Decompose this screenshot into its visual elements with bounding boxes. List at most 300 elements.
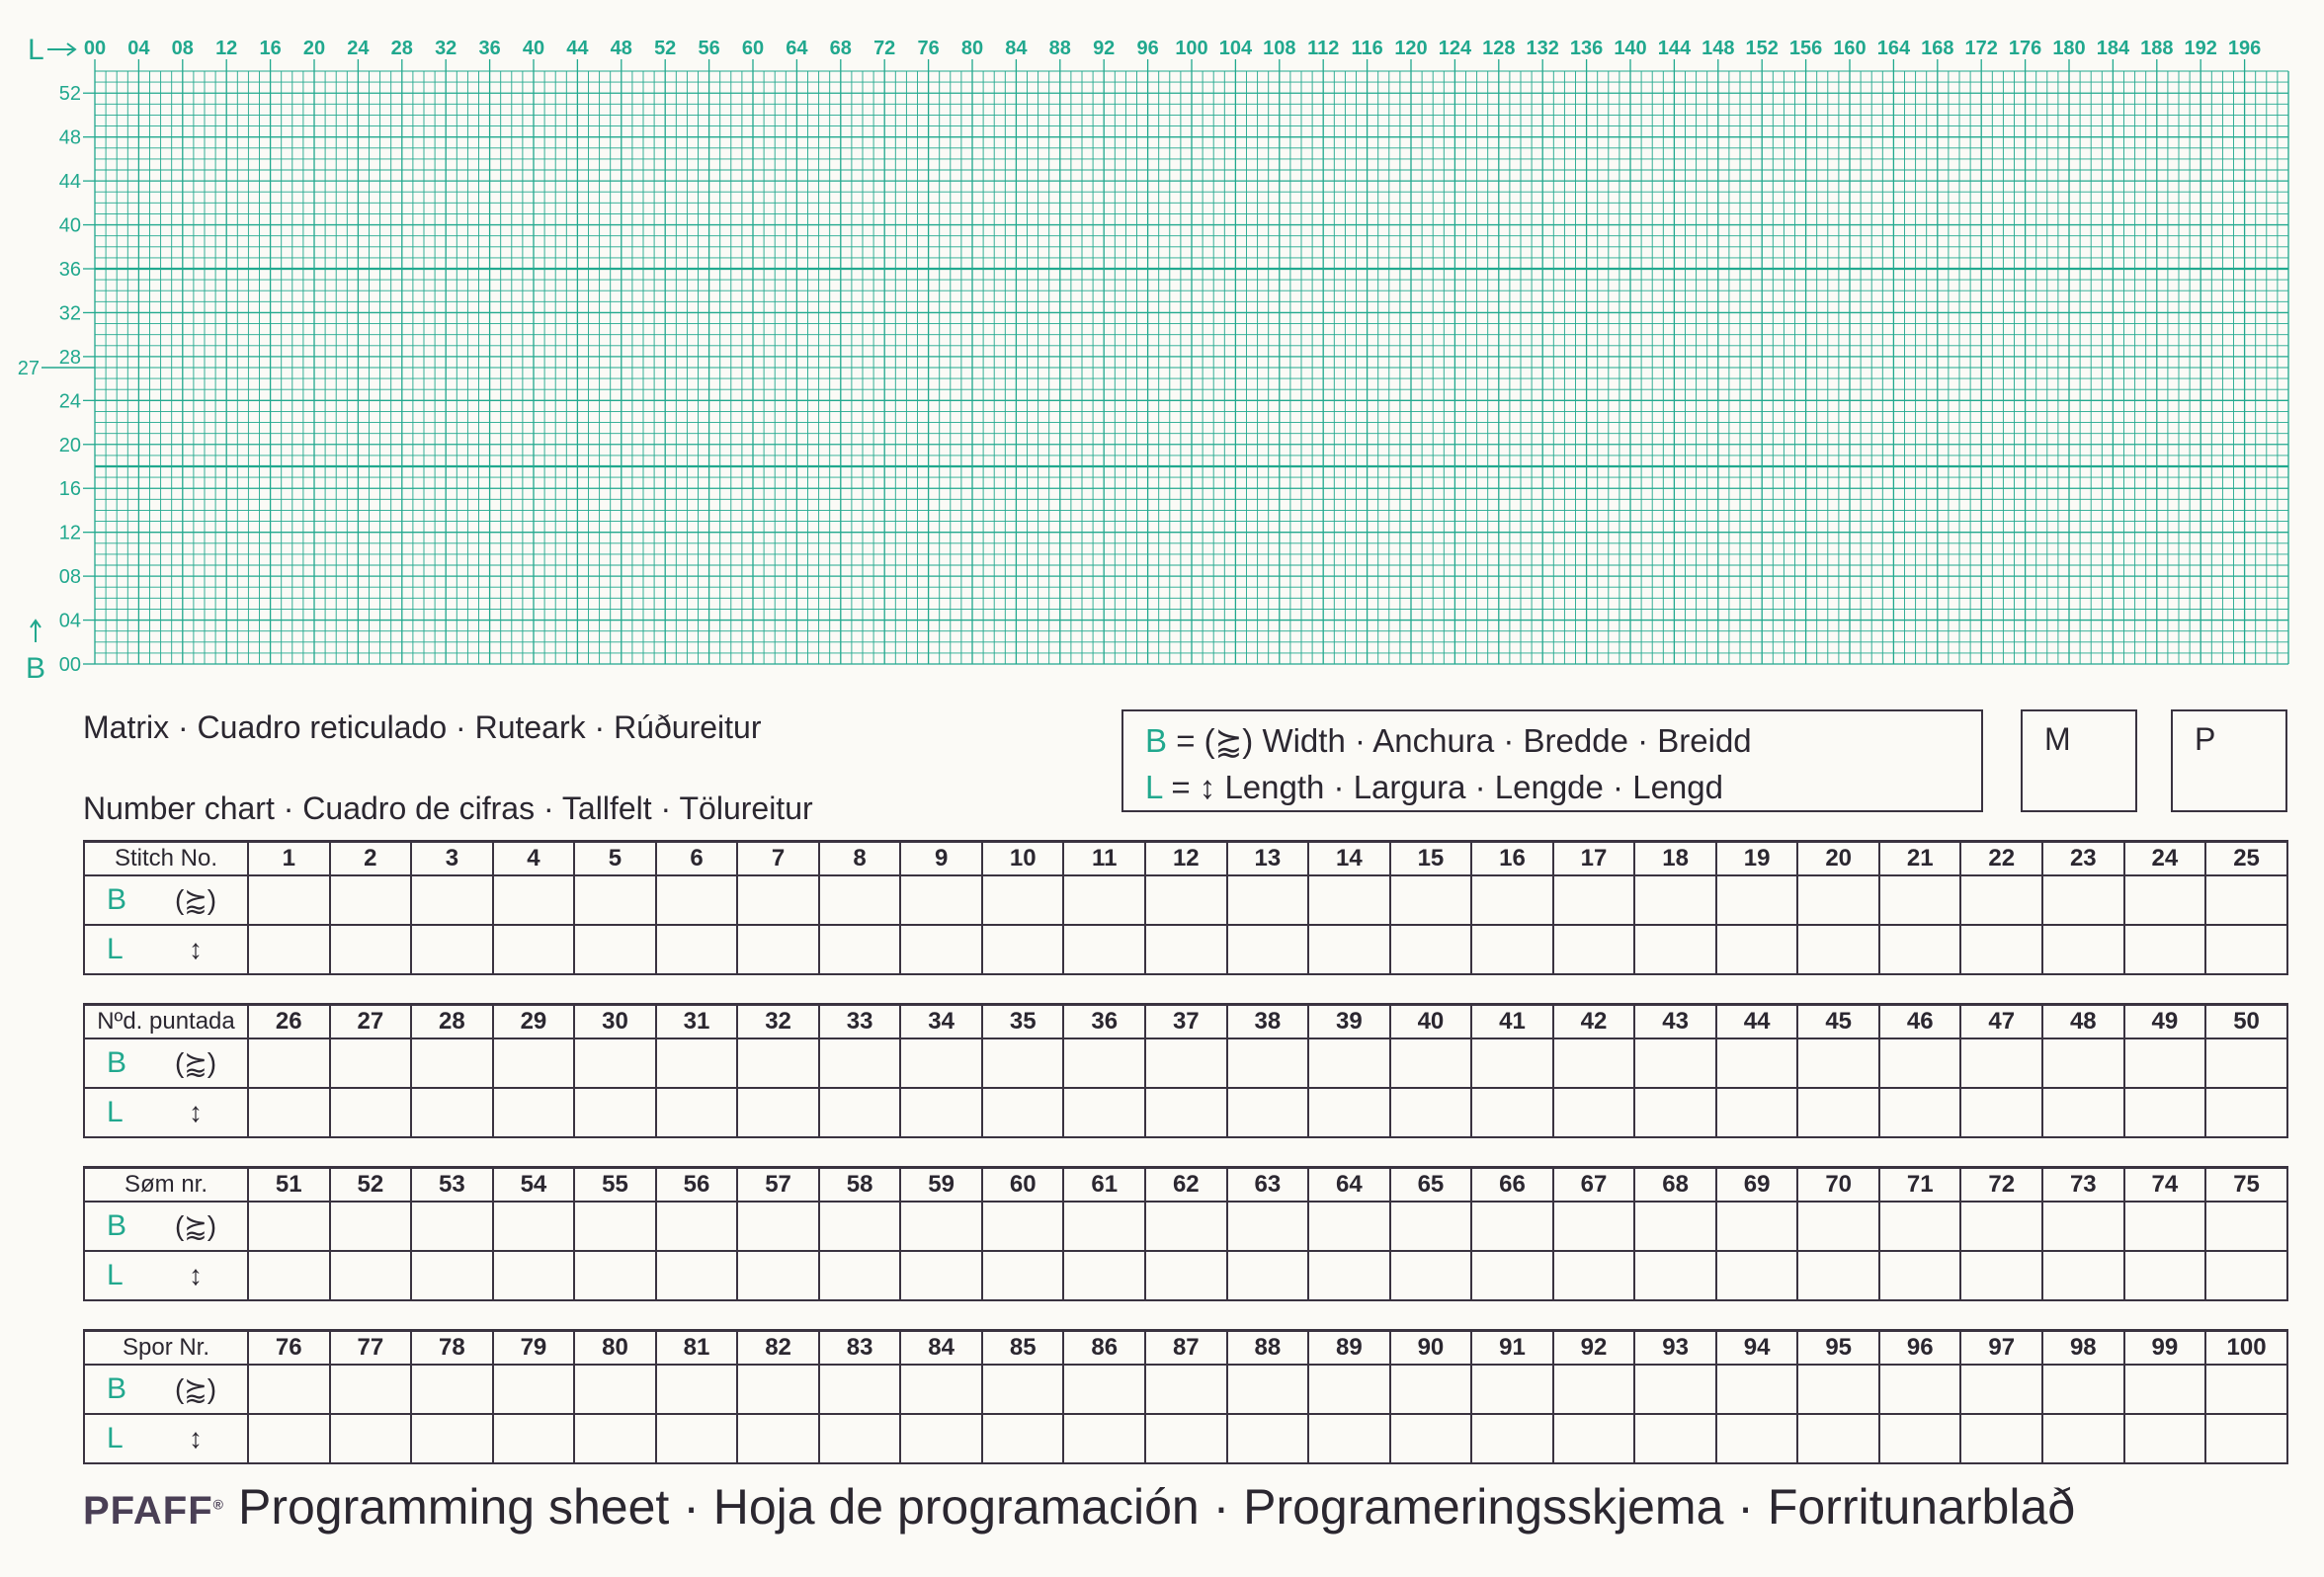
length-cell[interactable] — [1716, 925, 1798, 974]
length-cell[interactable] — [1390, 1414, 1472, 1463]
x-tick-label: 96 — [1136, 38, 1159, 59]
y-tick-label: 40 — [58, 214, 81, 237]
length-cell[interactable] — [2205, 1414, 2287, 1463]
width-row-label — [84, 1038, 248, 1088]
length-cell[interactable] — [1797, 1251, 1879, 1300]
l-key: L — [107, 932, 124, 965]
stitch-number: 85 — [982, 1331, 1064, 1365]
stitch-no-text: Spor Nr. — [122, 1333, 210, 1361]
width-cell[interactable] — [1553, 875, 1635, 925]
l-key: L — [107, 1421, 124, 1454]
length-cell[interactable] — [248, 925, 330, 974]
length-cell[interactable] — [900, 1251, 982, 1300]
length-cell[interactable] — [2124, 1251, 2206, 1300]
length-cell[interactable] — [411, 1414, 493, 1463]
width-cell[interactable] — [900, 1038, 982, 1088]
x-tick-label: 192 — [2184, 38, 2217, 59]
length-cell[interactable] — [1716, 1251, 1798, 1300]
length-row-label — [84, 1414, 248, 1463]
length-cell[interactable] — [1308, 1088, 1390, 1137]
width-cell[interactable] — [1716, 1202, 1798, 1251]
length-cell[interactable] — [493, 925, 575, 974]
length-cell[interactable] — [982, 1414, 1064, 1463]
length-cell[interactable] — [1471, 1088, 1553, 1137]
length-cell[interactable] — [1390, 1088, 1472, 1137]
length-cell[interactable] — [1145, 1414, 1227, 1463]
stitch-number: 1 — [248, 842, 330, 875]
stitch-number: 52 — [330, 1168, 412, 1202]
width-cell[interactable] — [737, 1202, 819, 1251]
width-cell[interactable] — [1145, 875, 1227, 925]
width-cell[interactable] — [248, 1202, 330, 1251]
stitch-number: 40 — [1390, 1005, 1472, 1038]
length-cell[interactable] — [1308, 925, 1390, 974]
width-cell[interactable] — [1227, 1365, 1309, 1414]
width-cell[interactable] — [737, 1038, 819, 1088]
x-tick-label: 168 — [1921, 38, 1954, 59]
length-cell[interactable] — [1390, 925, 1472, 974]
length-cell[interactable] — [819, 1088, 901, 1137]
stitch-number: 69 — [1716, 1168, 1798, 1202]
width-cell[interactable] — [2205, 1365, 2287, 1414]
legend-b-eq: = (⪸) — [1176, 722, 1254, 759]
length-cell[interactable] — [330, 1414, 412, 1463]
width-cell[interactable] — [2205, 875, 2287, 925]
width-cell[interactable] — [1145, 1365, 1227, 1414]
stitch-number: 54 — [493, 1168, 575, 1202]
width-cell[interactable] — [1716, 1365, 1798, 1414]
length-cell[interactable] — [656, 1414, 738, 1463]
length-cell[interactable] — [2042, 1414, 2124, 1463]
length-cell[interactable] — [2205, 1088, 2287, 1137]
width-cell[interactable] — [2042, 875, 2124, 925]
length-cell[interactable] — [1063, 1251, 1145, 1300]
width-cell[interactable] — [1634, 875, 1716, 925]
width-cell[interactable] — [2042, 1038, 2124, 1088]
length-cell[interactable] — [1471, 1414, 1553, 1463]
width-cell[interactable] — [493, 1202, 575, 1251]
width-cell[interactable] — [2205, 1038, 2287, 1088]
width-cell[interactable] — [1145, 1038, 1227, 1088]
x-tick-label: 48 — [610, 38, 632, 59]
length-cell[interactable] — [737, 1088, 819, 1137]
length-cell[interactable] — [982, 925, 1064, 974]
stitch-number: 60 — [982, 1168, 1064, 1202]
width-cell[interactable] — [819, 1365, 901, 1414]
stitch-number: 7 — [737, 842, 819, 875]
width-cell[interactable] — [1879, 875, 1961, 925]
length-cell[interactable] — [1145, 1251, 1227, 1300]
stitch-number: 12 — [1145, 842, 1227, 875]
length-cell[interactable] — [411, 1251, 493, 1300]
length-arrow-icon: ↕ — [189, 1422, 203, 1453]
width-cell[interactable] — [1227, 875, 1309, 925]
zigzag-width-icon: (⪸) — [174, 1372, 217, 1404]
stitch-number: 55 — [574, 1168, 656, 1202]
stitch-number: 45 — [1797, 1005, 1879, 1038]
width-cell[interactable] — [574, 1202, 656, 1251]
side-mark-27: 27 — [17, 358, 40, 379]
width-cell[interactable] — [411, 875, 493, 925]
length-cell[interactable] — [1145, 1088, 1227, 1137]
stitch-number: 6 — [656, 842, 738, 875]
width-cell[interactable] — [1390, 1365, 1472, 1414]
y-tick-label: 48 — [58, 126, 81, 149]
stitch-number: 97 — [1960, 1331, 2042, 1365]
length-cell[interactable] — [1227, 1251, 1309, 1300]
length-cell[interactable] — [2042, 925, 2124, 974]
stitch-number: 79 — [493, 1331, 575, 1365]
width-cell[interactable] — [1308, 1202, 1390, 1251]
length-cell[interactable] — [574, 1251, 656, 1300]
x-tick-label: 12 — [215, 38, 238, 59]
stitch-number: 88 — [1227, 1331, 1309, 1365]
length-cell[interactable] — [1553, 1088, 1635, 1137]
stitch-number: 35 — [982, 1005, 1064, 1038]
width-cell[interactable] — [1308, 1365, 1390, 1414]
width-cell[interactable] — [248, 875, 330, 925]
length-cell[interactable] — [2205, 925, 2287, 974]
width-cell[interactable] — [330, 1202, 412, 1251]
length-arrow-icon: ↕ — [189, 1096, 203, 1127]
width-cell[interactable] — [1227, 1202, 1309, 1251]
width-cell[interactable] — [2124, 1202, 2206, 1251]
width-row-label — [84, 1202, 248, 1251]
stitch-number: 98 — [2042, 1331, 2124, 1365]
length-cell[interactable] — [737, 925, 819, 974]
width-cell[interactable] — [411, 1038, 493, 1088]
stitch-number: 27 — [330, 1005, 412, 1038]
width-cell[interactable] — [1145, 1202, 1227, 1251]
length-cell[interactable] — [656, 1251, 738, 1300]
length-cell[interactable] — [2124, 1088, 2206, 1137]
width-cell[interactable] — [493, 1038, 575, 1088]
width-cell[interactable] — [1797, 1202, 1879, 1251]
length-cell[interactable] — [1879, 925, 1961, 974]
length-cell[interactable] — [900, 1414, 982, 1463]
width-cell[interactable] — [330, 1365, 412, 1414]
stitch-number: 44 — [1716, 1005, 1798, 1038]
length-cell[interactable] — [982, 1088, 1064, 1137]
zigzag-width-icon: (⪸) — [174, 1209, 217, 1241]
stitch-number: 78 — [411, 1331, 493, 1365]
length-cell[interactable] — [1063, 1414, 1145, 1463]
stitch-number: 56 — [656, 1168, 738, 1202]
width-cell[interactable] — [1960, 1202, 2042, 1251]
width-cell[interactable] — [1879, 1038, 1961, 1088]
p-box[interactable] — [2171, 709, 2287, 812]
width-cell[interactable] — [1960, 1365, 2042, 1414]
length-cell[interactable] — [248, 1414, 330, 1463]
stitch-number: 37 — [1145, 1005, 1227, 1038]
y-tick-label: 44 — [58, 171, 81, 194]
length-cell[interactable] — [493, 1251, 575, 1300]
width-cell[interactable] — [656, 1038, 738, 1088]
stitch-number: 22 — [1960, 842, 2042, 875]
width-cell[interactable] — [1879, 1202, 1961, 1251]
legend-l-eq: = ↕ — [1171, 769, 1216, 805]
stitch-number: 72 — [1960, 1168, 2042, 1202]
width-cell[interactable] — [982, 1038, 1064, 1088]
width-cell[interactable] — [1063, 1365, 1145, 1414]
legend-width — [1145, 721, 1752, 760]
legend-b-key: B — [1145, 722, 1168, 759]
length-cell[interactable] — [1634, 1088, 1716, 1137]
width-row-label — [84, 1365, 248, 1414]
width-cell[interactable] — [1634, 1202, 1716, 1251]
length-cell[interactable] — [656, 1088, 738, 1137]
number-table — [83, 1166, 2288, 1301]
stitch-number: 42 — [1553, 1005, 1635, 1038]
width-cell[interactable] — [330, 1038, 412, 1088]
stitch-number: 68 — [1634, 1168, 1716, 1202]
length-cell[interactable] — [2124, 1414, 2206, 1463]
length-cell[interactable] — [656, 925, 738, 974]
length-cell[interactable] — [737, 1251, 819, 1300]
width-cell[interactable] — [1063, 875, 1145, 925]
x-tick-label: 148 — [1702, 38, 1735, 59]
x-tick-label: 104 — [1218, 38, 1253, 59]
width-cell[interactable] — [1308, 875, 1390, 925]
length-cell[interactable] — [330, 1088, 412, 1137]
length-cell[interactable] — [1797, 1088, 1879, 1137]
number-table — [83, 1003, 2288, 1138]
width-cell[interactable] — [1797, 875, 1879, 925]
stitch-number: 20 — [1797, 842, 1879, 875]
width-cell[interactable] — [656, 875, 738, 925]
x-tick-label: 132 — [1526, 38, 1559, 59]
m-box[interactable] — [2021, 709, 2137, 812]
x-tick-label: 112 — [1307, 38, 1340, 59]
length-cell[interactable] — [1634, 925, 1716, 974]
length-cell[interactable] — [1716, 1414, 1798, 1463]
length-cell[interactable] — [1553, 1251, 1635, 1300]
width-cell[interactable] — [656, 1365, 738, 1414]
width-cell[interactable] — [1471, 1365, 1553, 1414]
length-cell[interactable] — [1879, 1414, 1961, 1463]
length-cell[interactable] — [1227, 1088, 1309, 1137]
stitch-number: 61 — [1063, 1168, 1145, 1202]
width-cell[interactable] — [2124, 1365, 2206, 1414]
stitch-number: 73 — [2042, 1168, 2124, 1202]
length-arrow-icon: ↕ — [189, 1259, 203, 1290]
x-tick-label: 28 — [390, 38, 413, 59]
width-cell[interactable] — [493, 875, 575, 925]
legend-b-text: Width · Anchura · Bredde · Breidd — [1262, 722, 1752, 759]
y-tick-label: 00 — [58, 654, 81, 676]
number-table — [83, 840, 2288, 975]
width-cell[interactable] — [411, 1365, 493, 1414]
length-cell[interactable] — [819, 1414, 901, 1463]
x-tick-label: 52 — [654, 38, 677, 59]
length-cell[interactable] — [1960, 1088, 2042, 1137]
l-axis-arrow-icon — [47, 43, 75, 55]
width-cell[interactable] — [1716, 875, 1798, 925]
length-cell[interactable] — [2124, 925, 2206, 974]
width-cell[interactable] — [1390, 1038, 1472, 1088]
x-tick-label: 44 — [566, 38, 589, 59]
length-cell[interactable] — [2042, 1251, 2124, 1300]
width-cell[interactable] — [1553, 1202, 1635, 1251]
length-cell[interactable] — [411, 925, 493, 974]
length-cell[interactable] — [982, 1251, 1064, 1300]
length-cell[interactable] — [2205, 1251, 2287, 1300]
length-cell[interactable] — [1145, 925, 1227, 974]
x-tick-label: 40 — [522, 38, 545, 59]
length-cell[interactable] — [1553, 925, 1635, 974]
width-cell[interactable] — [2205, 1202, 2287, 1251]
x-tick-label: 84 — [1005, 38, 1028, 59]
width-cell[interactable] — [900, 875, 982, 925]
width-cell[interactable] — [574, 1365, 656, 1414]
length-cell[interactable] — [248, 1251, 330, 1300]
length-cell[interactable] — [900, 925, 982, 974]
width-cell[interactable] — [1960, 875, 2042, 925]
y-tick-label: 32 — [58, 302, 81, 325]
length-cell[interactable] — [737, 1414, 819, 1463]
width-cell[interactable] — [900, 1202, 982, 1251]
stitch-number: 53 — [411, 1168, 493, 1202]
y-tick-label: 16 — [58, 478, 81, 501]
width-cell[interactable] — [1471, 1202, 1553, 1251]
length-cell[interactable] — [248, 1088, 330, 1137]
width-cell[interactable] — [1879, 1365, 1961, 1414]
length-cell[interactable] — [819, 925, 901, 974]
width-cell[interactable] — [1634, 1038, 1716, 1088]
length-cell[interactable] — [1471, 925, 1553, 974]
length-cell[interactable] — [1716, 1088, 1798, 1137]
length-cell[interactable] — [1227, 925, 1309, 974]
length-cell[interactable] — [1960, 1251, 2042, 1300]
width-cell[interactable] — [982, 1365, 1064, 1414]
width-cell[interactable] — [982, 875, 1064, 925]
width-cell[interactable] — [737, 1365, 819, 1414]
length-cell[interactable] — [574, 1088, 656, 1137]
width-cell[interactable] — [819, 1202, 901, 1251]
width-cell[interactable] — [1063, 1202, 1145, 1251]
length-cell[interactable] — [411, 1088, 493, 1137]
length-cell[interactable] — [1797, 1414, 1879, 1463]
width-cell[interactable] — [1390, 875, 1472, 925]
width-cell[interactable] — [2124, 875, 2206, 925]
length-cell[interactable] — [1227, 1414, 1309, 1463]
x-tick-label: 176 — [2008, 38, 2042, 59]
stitch-number: 14 — [1308, 842, 1390, 875]
x-tick-label: 172 — [1964, 38, 1998, 59]
width-cell[interactable] — [1716, 1038, 1798, 1088]
width-cell[interactable] — [2042, 1202, 2124, 1251]
legend-box — [1121, 709, 1983, 812]
width-cell[interactable] — [819, 875, 901, 925]
width-cell[interactable] — [1227, 1038, 1309, 1088]
length-cell[interactable] — [1390, 1251, 1472, 1300]
width-cell[interactable] — [1960, 1038, 2042, 1088]
stitch-no-label — [84, 1005, 248, 1038]
length-cell[interactable] — [1634, 1414, 1716, 1463]
width-cell[interactable] — [248, 1038, 330, 1088]
width-cell[interactable] — [1797, 1365, 1879, 1414]
width-cell[interactable] — [819, 1038, 901, 1088]
stitch-number: 91 — [1471, 1331, 1553, 1365]
length-cell[interactable] — [1634, 1251, 1716, 1300]
width-cell[interactable] — [1553, 1365, 1635, 1414]
length-cell[interactable] — [1960, 1414, 2042, 1463]
width-cell[interactable] — [2124, 1038, 2206, 1088]
width-cell[interactable] — [574, 875, 656, 925]
x-tick-label: 76 — [917, 38, 940, 59]
length-cell[interactable] — [330, 925, 412, 974]
stitch-number: 31 — [656, 1005, 738, 1038]
length-cell[interactable] — [1879, 1088, 1961, 1137]
width-cell[interactable] — [493, 1365, 575, 1414]
stitch-number: 94 — [1716, 1331, 1798, 1365]
length-cell[interactable] — [819, 1251, 901, 1300]
length-cell[interactable] — [1553, 1414, 1635, 1463]
width-cell[interactable] — [982, 1202, 1064, 1251]
length-cell[interactable] — [1960, 925, 2042, 974]
stitch-number: 15 — [1390, 842, 1472, 875]
stitch-number: 57 — [737, 1168, 819, 1202]
width-cell[interactable] — [330, 875, 412, 925]
width-cell[interactable] — [900, 1365, 982, 1414]
length-cell[interactable] — [330, 1251, 412, 1300]
y-tick-label: 52 — [58, 83, 81, 106]
width-cell[interactable] — [1308, 1038, 1390, 1088]
x-tick-label: 08 — [171, 38, 194, 59]
stitch-number: 34 — [900, 1005, 982, 1038]
width-cell[interactable] — [1553, 1038, 1635, 1088]
length-cell[interactable] — [900, 1088, 982, 1137]
width-cell[interactable] — [656, 1202, 738, 1251]
width-cell[interactable] — [2042, 1365, 2124, 1414]
width-cell[interactable] — [1634, 1365, 1716, 1414]
stitch-number: 38 — [1227, 1005, 1309, 1038]
stitch-number: 76 — [248, 1331, 330, 1365]
width-cell[interactable] — [1471, 1038, 1553, 1088]
legend-l-text: Length · Largura · Lengde · Lengd — [1224, 769, 1723, 805]
length-cell[interactable] — [1308, 1251, 1390, 1300]
width-cell[interactable] — [411, 1202, 493, 1251]
width-cell[interactable] — [1063, 1038, 1145, 1088]
width-cell[interactable] — [1471, 875, 1553, 925]
length-row-label — [84, 925, 248, 974]
length-cell[interactable] — [1471, 1251, 1553, 1300]
stitch-number: 95 — [1797, 1331, 1879, 1365]
length-cell[interactable] — [574, 925, 656, 974]
stitch-number: 28 — [411, 1005, 493, 1038]
l-axis-label: L — [28, 34, 44, 66]
length-cell[interactable] — [1063, 925, 1145, 974]
length-cell[interactable] — [574, 1414, 656, 1463]
length-cell[interactable] — [1797, 925, 1879, 974]
length-cell[interactable] — [2042, 1088, 2124, 1137]
length-cell[interactable] — [1879, 1251, 1961, 1300]
length-cell[interactable] — [1308, 1414, 1390, 1463]
length-cell[interactable] — [493, 1414, 575, 1463]
width-cell[interactable] — [574, 1038, 656, 1088]
stitch-number: 39 — [1308, 1005, 1390, 1038]
width-cell[interactable] — [1390, 1202, 1472, 1251]
length-cell[interactable] — [493, 1088, 575, 1137]
length-cell[interactable] — [1063, 1088, 1145, 1137]
width-cell[interactable] — [737, 875, 819, 925]
legend-l-key: L — [1145, 769, 1163, 805]
width-cell[interactable] — [1797, 1038, 1879, 1088]
stitch-number: 63 — [1227, 1168, 1309, 1202]
stitch-number: 19 — [1716, 842, 1798, 875]
y-tick-label: 24 — [58, 390, 81, 413]
width-cell[interactable] — [248, 1365, 330, 1414]
